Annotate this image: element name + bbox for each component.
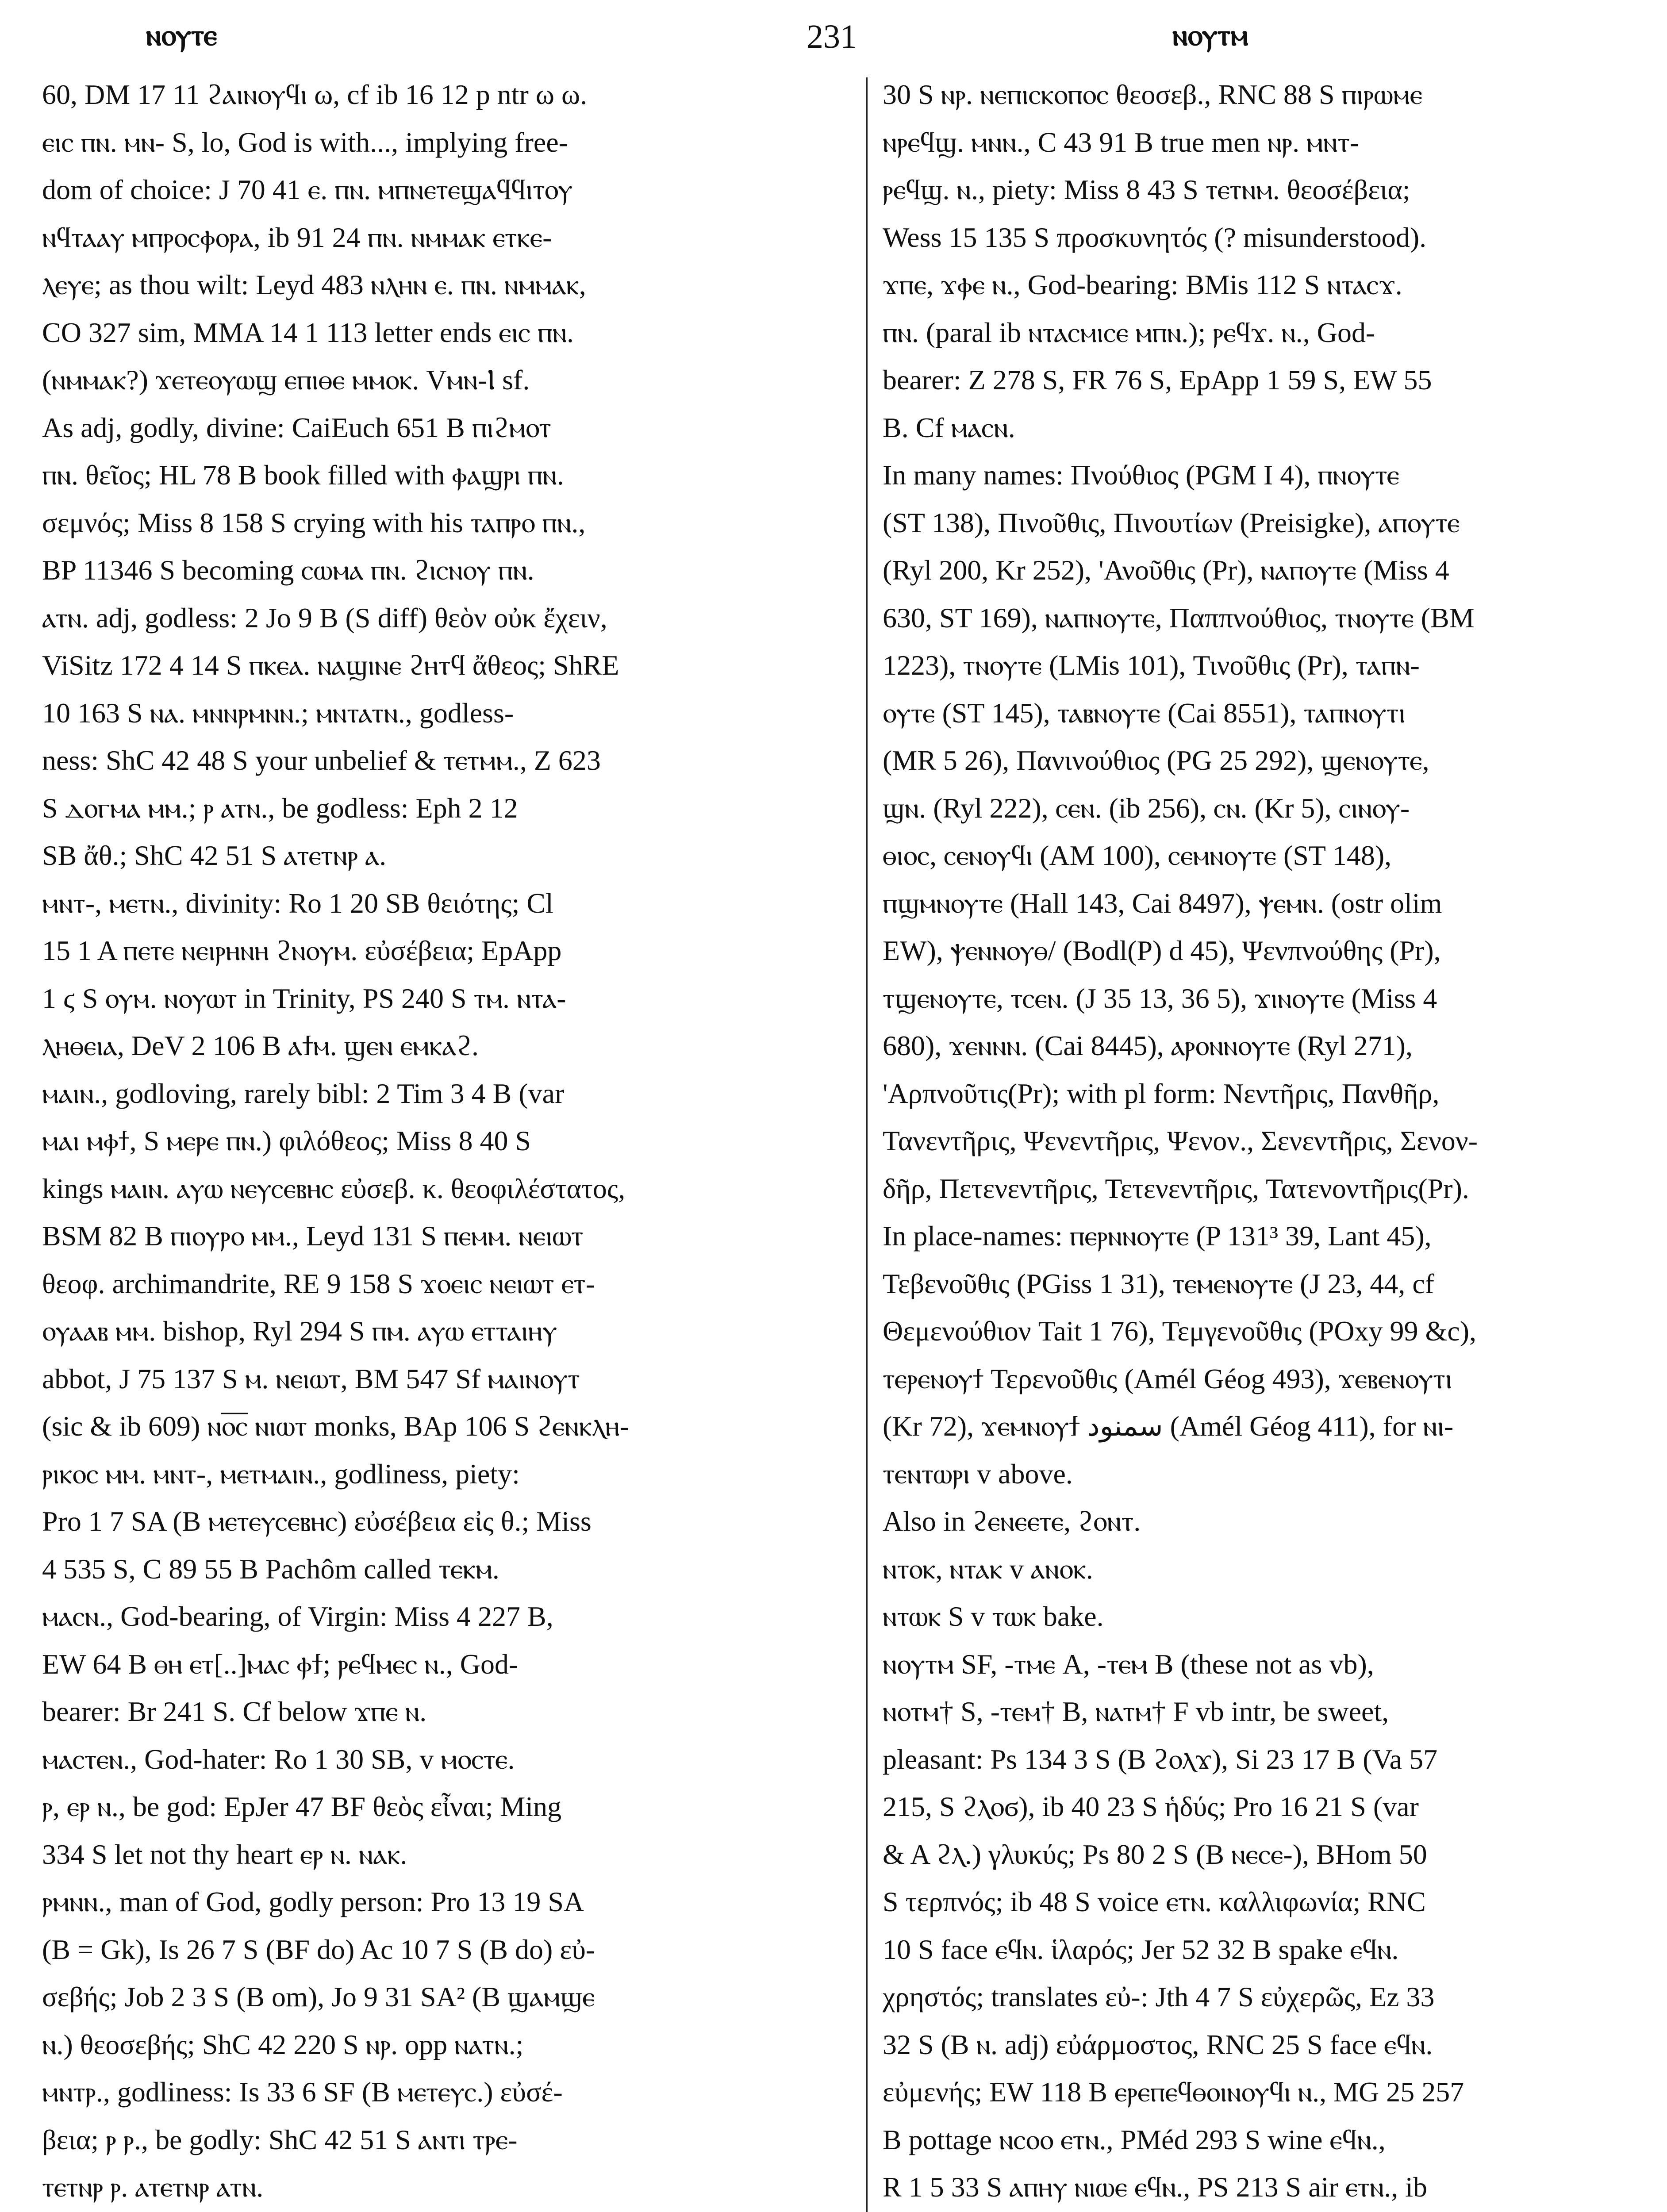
text-line: In place-names: ⲡⲉⲣⲛⲛⲟⲩⲧⲉ (P 131³ 39, Lant 45), [883, 1220, 1432, 1252]
text-line: 1223), ⲧⲛⲟⲩⲧⲉ (LMis 101), Τινοῦθις (Pr), ⲧⲁⲡⲛ- [883, 649, 1420, 681]
text-line: S τερπνός; ib 48 S voice ⲉⲧⲛ. καλλιφωνία; RNC [883, 1886, 1426, 1917]
text-line: ⲛϥⲧⲁⲁⲩ ⲙⲡⲣⲟⲥⲫⲟⲣⲁ, ib 91 24 ⲡⲛ. ⲛⲙⲙⲁⲕ ⲉⲧⲕⲉ- [42, 221, 552, 253]
text-line: ⲉⲓⲥ ⲡⲛ. ⲙⲛ- S, lo, God is with..., implying free- [42, 126, 568, 158]
text-line: (sic & ib 609) ⲛⲟ̅ⲥ̅ ⲛⲓⲱⲧ monks, BAp 106 S ϩⲉⲛⲕⲗⲏ- [42, 1410, 629, 1442]
text-line: ⲁⲧⲛ. adj, godless: 2 Jo 9 B (S diff) θεὸν οὐκ ἔχειν, [42, 602, 607, 634]
text-line: 10 163 S ⲛⲁ. ⲙⲛⲛⲣⲙⲛⲛ.; ⲙⲛⲧⲁⲧⲛ., godless- [42, 697, 514, 729]
text-line: In many names: Πνούθιος (PGM I 4), ⲡⲛⲟⲩⲧⲉ [883, 459, 1400, 491]
right-column [883, 71, 1648, 2212]
text-line: ⲡⲛ. θεῖος; HL 78 B book filled with ⲫⲁϣⲣⲓ ⲡⲛ. [42, 459, 564, 491]
text-line: 15 1 A ⲡⲉⲧⲉ ⲛⲉⲓⲣⲏⲛⲏ ϩⲛⲟⲩⲙ. εὐσέβεια; EpApp [42, 935, 562, 966]
text-line: EW 64 B ⲑⲏ ⲉⲧ[..]ⲙⲁⲥ ⲫϯ; ⲣⲉϥⲙⲉⲥ ⲛ., God- [42, 1648, 519, 1680]
text-line: σεβής; Job 2 3 S (B om), Jo 9 31 SA² (B ϣⲁⲙϣⲉ [42, 1981, 595, 2012]
column-divider [866, 77, 868, 2212]
page-number: 231 [807, 18, 857, 55]
text-line: 'Αρπνοῦτις(Pr); with pl form: Νεντῆρις, Πανθῆρ, [883, 1077, 1440, 1109]
text-line: 10 S face ⲉϥⲛ. ἱλαρός; Jer 52 32 B spake ⲉϥⲛ. [883, 1933, 1399, 1965]
text-line: ⲑⲓⲟⲥ, ⲥⲉⲛⲟⲩϥⲓ (AM 100), ⲥⲉⲙⲛⲟⲩⲧⲉ (ST 148), [883, 840, 1392, 871]
text-line: ⲙⲁⲓⲛ., godloving, rarely bibl: 2 Tim 3 4 B (var [42, 1077, 565, 1109]
text-line: kings ⲙⲁⲓⲛ. ⲁⲩⲱ ⲛⲉⲩⲥⲉⲃⲏⲥ εὐσεβ. κ. θεοφιλέστατος, [42, 1172, 626, 1204]
text-line: σεμνός; Miss 8 158 S crying with his ⲧⲁⲡⲣⲟ ⲡⲛ., [42, 507, 586, 538]
text-line: ⲛⲟⲩⲧⲙ SF, -ⲧⲙⲉ A, -ⲧⲉⲙ B (these not as vb), [883, 1648, 1374, 1680]
text-line: ⲙⲁⲥⲧⲉⲛ., God-hater: Ro 1 30 SB, v ⲙⲟⲥⲧⲉ. [42, 1743, 515, 1775]
text-line: ness: ShC 42 48 S your unbelief & ⲧⲉⲧⲙⲙ., Z 623 [42, 745, 601, 776]
text-line: R 1 5 33 S ⲁⲡⲏⲩ ⲛⲓⲱⲉ ⲉϥⲛ., PS 213 S air ⲉⲧⲛ., ib [883, 2171, 1428, 2203]
text-line: ViSitz 172 4 14 S ⲡⲕⲉⲁ. ⲛⲁϣⲓⲛⲉ ϩⲏⲧϥ ἄθεος; ShRE [42, 649, 619, 681]
text-line: BSM 82 B ⲡⲓⲟⲩⲣⲟ ⲙⲙ., Leyd 131 S ⲡⲉⲙⲙ. ⲛⲉⲓⲱⲧ [42, 1220, 584, 1252]
text-line: 60, DM 17 11 ϩⲁⲓⲛⲟⲩϥⲓ ω, cf ib 16 12 p ntr ω ω. [42, 79, 588, 110]
text-line: εὐμενής; EW 118 B ⲉⲣⲉⲡⲉϥⲑⲟⲓⲛⲟⲩϥⲓ ⲛ., MG 25 257 [883, 2076, 1464, 2108]
text-line: ⲙⲁⲓ ⲙⲫϯ, S ⲙⲉⲣⲉ ⲡⲛ.) φιλόθεος; Miss 8 40 S [42, 1125, 531, 1156]
text-line: 215, S ϩⲗⲟϭ), ib 40 23 S ἡδύς; Pro 16 21 S (var [883, 1791, 1419, 1822]
text-line: ⲣ, ⲉⲣ ⲛ., be god: EpJer 47 BF θεὸς εἶναι; Ming [42, 1791, 562, 1822]
text-line: 32 S (B ⲛ. adj) εὐάρμοστος, RNC 25 S face ⲉϥⲛ. [883, 2028, 1433, 2060]
text-line: (ⲛⲙⲙⲁⲕ?) ϫⲉⲧⲉⲟⲩⲱϣ ⲉⲡⲓⲑⲉ ⲙⲙⲟⲕ. Vⲙⲛ-Ⲓ sf. [42, 364, 530, 396]
text-line: abbot, J 75 137 S ⲙ. ⲛⲉⲓⲱⲧ, BM 547 Sf ⲙⲁⲓⲛⲟⲩⲧ [42, 1363, 580, 1394]
text-line: ⲙⲛⲧⲣ., godliness: Is 33 6 SF (B ⲙⲉⲧⲉⲩⲥ.) εὐσέ- [42, 2076, 563, 2108]
text-line: 1 ϛ S ⲟⲩⲙ. ⲛⲟⲩⲱⲧ in Trinity, PS 240 S ⲧⲙ. ⲛⲧⲁ- [42, 982, 566, 1014]
text-line: (Ryl 200, Kr 252), 'Ανοῦθις (Pr), ⲛⲁⲡⲟⲩⲧⲉ (Miss 4 [883, 554, 1449, 586]
text-line: ⲡⲛ. (paral ib ⲛⲧⲁⲥⲙⲓⲥⲉ ⲙⲡⲛ.); ⲣⲉϥϫ. ⲛ., God- [883, 316, 1375, 348]
text-line: pleasant: Ps 134 3 S (B ϩⲟⲗϫ), Si 23 17 B (Va 57 [883, 1743, 1438, 1775]
text-line: B pottage ⲛⲥⲟⲟ ⲉⲧⲛ., PMéd 293 S wine ⲉϥⲛ., [883, 2124, 1386, 2155]
text-line: ⲧⲉⲛⲧⲱⲣⲓ v above. [883, 1458, 1073, 1490]
text-line: 630, ST 169), ⲛⲁⲡⲛⲟⲩⲧⲉ, Παππνούθιος, ⲧⲛⲟⲩⲧⲉ (BM [883, 602, 1475, 634]
text-line: BP 11346 S becoming ⲥⲱⲙⲁ ⲡⲛ. ϩⲓⲥⲛⲟⲩ ⲡⲛ. [42, 554, 534, 586]
text-line: ϣⲛ. (Ryl 222), ⲥⲉⲛ. (ib 256), ⲥⲛ. (Kr 5), ⲥⲓⲛⲟⲩ- [883, 792, 1410, 824]
text-line: CO 327 sim, MMA 14 1 113 letter ends ⲉⲓⲥ ⲡⲛ. [42, 316, 574, 348]
text-line: S ⲇⲟⲅⲙⲁ ⲙⲙ.; ⲣ ⲁⲧⲛ., be godless: Eph 2 12 [42, 792, 518, 824]
text-line: (MR 5 26), Πανινούθιος (PG 25 292), ϣⲉⲛⲟⲩⲧⲉ, [883, 745, 1429, 776]
text-line: Θεμενούθιον Tait 1 76), Τεμγενοῦθις (POxy 99 &c), [883, 1315, 1477, 1347]
text-line: 4 535 S, C 89 55 B Pachôm called ⲧⲉⲕⲙ. [42, 1553, 499, 1585]
text-line: ⲛⲟⲧⲙ† S, -ⲧⲉⲙ† B, ⲛⲁⲧⲙ† F vb intr, be sweet, [883, 1696, 1389, 1727]
text-line: ⲟⲩⲧⲉ (ST 145), ⲧⲁⲃⲛⲟⲩⲧⲉ (Cai 8551), ⲧⲁⲡⲛⲟⲩⲧⲓ [883, 697, 1406, 729]
text-line: EW), ⲯⲉⲛⲛⲟⲩⲑ/ (Bodl(P) d 45), Ψενπνούθης (Pr), [883, 935, 1441, 966]
text-line: (Kr 72), ϫⲉⲙⲛⲟⲩϯ سمنود (Amél Géog 411), for ⲛⲓ- [883, 1410, 1454, 1442]
text-line: B. Cf ⲙⲁⲥⲛ. [883, 411, 1015, 443]
text-line: dom of choice: J 70 41 ⲉ. ⲡⲛ. ⲙⲡⲛⲉⲧⲉϣⲁϥϥⲓⲧⲟⲩ [42, 174, 573, 205]
left-column [42, 71, 852, 2212]
text-line: Pro 1 7 SA (B ⲙⲉⲧⲉⲩⲥⲉⲃⲏⲥ) εὐσέβεια εἰς θ.; Miss [42, 1505, 592, 1537]
text-line: As adj, godly, divine: CaiEuch 651 B ⲡⲓϩⲙⲟⲧ [42, 411, 551, 443]
text-line: Τανεντῆρις, Ψενεντῆρις, Ψενον., Σενεντῆρις, Σενον- [883, 1125, 1478, 1156]
text-line: ⲗⲉⲩⲉ; as thou wilt: Leyd 483 ⲛⲗⲏⲛ ⲉ. ⲡⲛ. ⲛⲙⲙⲁⲕ, [42, 269, 586, 300]
text-line: χρηστός; translates εὐ-: Jth 4 7 S εὐχερῶς, Ez 33 [883, 1981, 1435, 2012]
text-line: ϫⲡⲉ, ϫⲫⲉ ⲛ., God-bearing: BMis 112 S ⲛⲧⲁⲥϫ. [883, 269, 1402, 300]
text-line: 680), ϫⲉⲛⲛⲛ. (Cai 8445), ⲁⲣⲟⲛⲛⲟⲩⲧⲉ (Ryl 271), [883, 1030, 1413, 1061]
text-line: bearer: Z 278 S, FR 76 S, EpApp 1 59 S, EW 55 [883, 364, 1432, 396]
text-line: δῆρ, Πετενεντῆρις, Τετενεντῆρις, Τατενοντῆρις(Pr). [883, 1172, 1469, 1204]
text-line: θεοφ. archimandrite, RE 9 158 S ϫⲟⲉⲓⲥ ⲛⲉⲓⲱⲧ ⲉⲧ- [42, 1267, 595, 1299]
text-line: ⲡϣⲙⲛⲟⲩⲧⲉ (Hall 143, Cai 8497), ⲯⲉⲙⲛ. (ostr olim [883, 887, 1442, 919]
running-head-right: ⲛⲟⲩⲧⲙ [1172, 18, 1248, 52]
text-line: ⲣⲉϥϣ. ⲛ., piety: Miss 8 43 S ⲧⲉⲧⲛⲙ. θεοσέβεια; [883, 174, 1410, 205]
text-line: ⲙⲁⲥⲛ., God-bearing, of Virgin: Miss 4 227 B, [42, 1601, 553, 1632]
text-line: ⲧⲉⲣⲉⲛⲟⲩϯ Τερενοῦθις (Amél Géog 493), ϫⲉⲃⲉⲛⲟⲩⲧⲓ [883, 1363, 1452, 1394]
text-line: ⲛⲧⲱⲕ S v ⲧⲱⲕ bake. [883, 1601, 1104, 1632]
text-line: ⲙⲛⲧ-, ⲙⲉⲧⲛ., divinity: Ro 1 20 SB θειότης; Cl [42, 887, 553, 919]
text-line: ⲛⲣⲉϥϣ. ⲙⲛⲛ., C 43 91 B true men ⲛⲣ. ⲙⲛⲧ- [883, 126, 1360, 158]
running-head-left: ⲛⲟⲩⲧⲉ [146, 18, 217, 52]
text-line: βεια; ⲣ ⲣ., be godly: ShC 42 51 S ⲁⲛⲧⲓ ⲧⲣⲉ- [42, 2124, 518, 2155]
text-line: Τεβενοῦθις (PGiss 1 31), ⲧⲉⲙⲉⲛⲟⲩⲧⲉ (J 23, 44, cf [883, 1267, 1435, 1299]
text-line: Wess 15 135 S προσκυνητός (? misunderstood). [883, 221, 1427, 253]
text-line: ⲣⲓⲕⲟⲥ ⲙⲙ. ⲙⲛⲧ-, ⲙⲉⲧⲙⲁⲓⲛ., godliness, piety: [42, 1458, 520, 1490]
text-line: Also in ϩⲉⲛⲉⲉⲧⲉ, ϩⲟⲛⲧ. [883, 1505, 1141, 1537]
text-line: (ST 138), Πινοῦθις, Πινουτίων (Preisigke), ⲁⲡⲟⲩⲧⲉ [883, 507, 1460, 538]
text-line: SB ἄθ.; ShC 42 51 S ⲁⲧⲉⲧⲛⲣ ⲁ. [42, 840, 387, 871]
text-line: 30 S ⲛⲣ. ⲛⲉⲡⲓⲥⲕⲟⲡⲟⲥ θεοσεβ., RNC 88 S ⲡⲓⲣⲱⲙⲉ [883, 79, 1423, 110]
text-line: ⲛⲧⲟⲕ, ⲛⲧⲁⲕ v ⲁⲛⲟⲕ. [883, 1553, 1093, 1585]
text-line: ⲧϣⲉⲛⲟⲩⲧⲉ, ⲧⲥⲉⲛ. (J 35 13, 36 5), ϫⲓⲛⲟⲩⲧⲉ (Miss 4 [883, 982, 1437, 1014]
text-line: & A ϩⲗ.) γλυκύς; Ps 80 2 S (B ⲛⲉⲥⲉ-), BHom 50 [883, 1838, 1427, 1870]
text-line: ⲣⲙⲛⲛ., man of God, godly person: Pro 13 19 SA [42, 1886, 584, 1917]
text-line: 334 S let not thy heart ⲉⲣ ⲛ. ⲛⲁⲕ. [42, 1838, 407, 1870]
text-line: ⲛ.) θεοσεβής; ShC 42 220 S ⲛⲣ. opp ⲛⲁⲧⲛ.; [42, 2028, 524, 2060]
text-line: ⲧⲉⲧⲛⲣ ⲣ. ⲁⲧⲉⲧⲛⲣ ⲁⲧⲛ. [42, 2171, 264, 2203]
text-line: ⲗⲏⲑⲉⲓⲁ, DeV 2 106 B ⲁϯⲙ. ϣⲉⲛ ⲉⲙⲕⲁϩ. [42, 1030, 479, 1061]
text-line: (B = Gk), Is 26 7 S (BF do) Ac 10 7 S (B do) εὐ- [42, 1933, 595, 1965]
text-line: ⲟⲩⲁⲁⲃ ⲙⲙ. bishop, Ryl 294 S ⲡⲙ. ⲁⲩⲱ ⲉⲧⲧⲁⲓⲏⲩ [42, 1315, 557, 1347]
text-line: bearer: Br 241 S. Cf below ϫⲡⲉ ⲛ. [42, 1696, 427, 1727]
